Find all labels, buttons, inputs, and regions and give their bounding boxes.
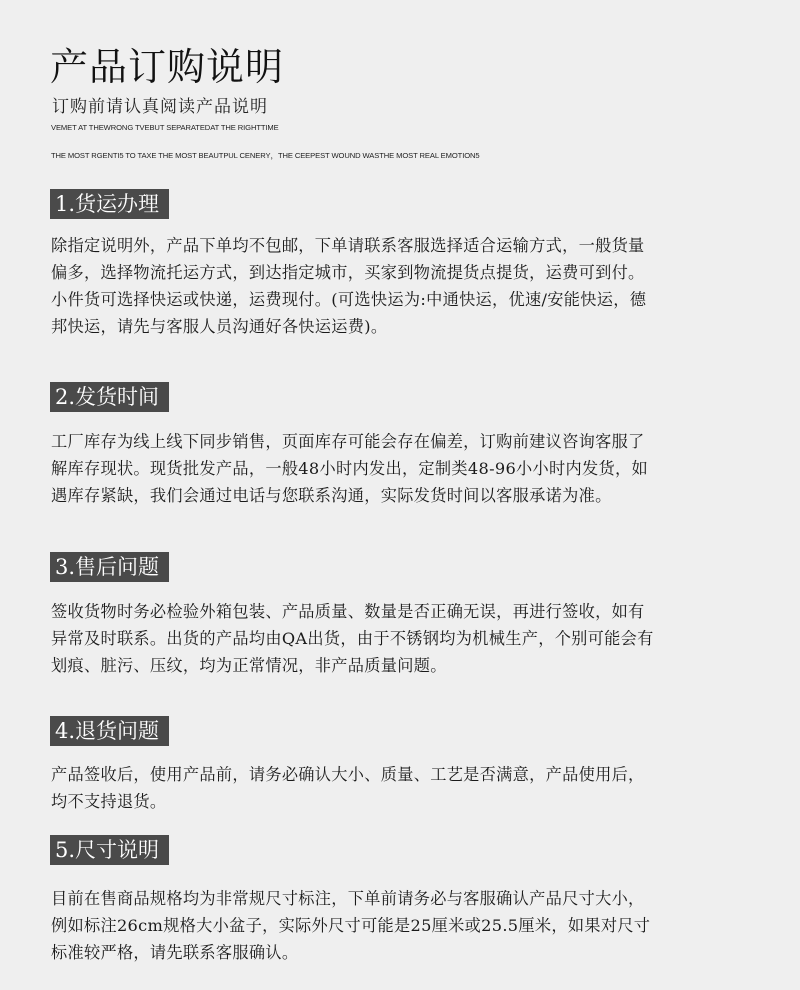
section-body-returns	[51, 761, 763, 815]
body-line: 划痕、脏污、压纹，均为正常情况，非产品质量问题。	[51, 656, 447, 675]
body-line: 偏多，选择物流托运方式，到达指定城市，买家到物流提货点提货，运费可到付。	[51, 263, 645, 282]
section-header-size: 5.尺寸说明	[50, 835, 169, 865]
body-line: 小件货可选择快运或快递，运费现付。(可选快运为:中通快运，优速/安能快运，德	[51, 290, 647, 309]
body-line: 异常及时联系。出货的产品均由QA出货，由于不锈钢均为机械生产，个别可能会有	[51, 629, 654, 648]
section-body-size	[51, 885, 763, 966]
tagline-line-1: VEMET AT THEWRONG TVEBUT SEPARATEDAT THE RIGHTTIME	[51, 123, 279, 132]
body-line: 均不支持退货。	[51, 792, 167, 811]
section-header-shipping: 1.货运办理	[50, 189, 169, 219]
body-line: 遇库存紧缺，我们会通过电话与您联系沟通，实际发货时间以客服承诺为准。	[51, 486, 612, 505]
body-line: 除指定说明外，产品下单均不包邮，下单请联系客服选择适合运输方式，一般货量	[51, 236, 645, 255]
section-body-shipping	[51, 232, 763, 340]
body-line: 例如标注26cm规格大小盆子，实际外尺寸可能是25厘米或25.5厘米，如果对尺寸	[51, 916, 651, 935]
section-header-returns: 4.退货问题	[50, 716, 169, 746]
body-line: 工厂库存为线上线下同步销售，页面库存可能会存在偏差，订购前建议咨询客服了	[51, 432, 645, 451]
body-line: 解库存现状。现货批发产品，一般48小时内发出，定制类48-96小小时内发货，如	[51, 459, 648, 478]
section-body-after-sales	[51, 598, 763, 679]
body-line: 产品签收后，使用产品前，请务必确认大小、质量、工艺是否满意，产品使用后，	[51, 765, 645, 784]
page-title: 产品订购说明	[50, 45, 285, 89]
body-line: 签收货物时务必检验外箱包装、产品质量、数量是否正确无误，再进行签收，如有	[51, 602, 645, 621]
body-line: 邦快运，请先与客服人员沟通好各快运运费)。	[51, 317, 388, 336]
body-line: 标准较严格，请先联系客服确认。	[51, 943, 299, 962]
section-header-after-sales: 3.售后问题	[50, 552, 169, 582]
section-header-delivery-time: 2.发货时间	[50, 382, 169, 412]
section-body-delivery-time	[51, 428, 763, 509]
tagline-line-2: THE MOST RGENTI5 TO TAXE THE MOST BEAUTPUL CENERY，THE CEEPEST WOUND WASTHE MOST REAL EMOTION5	[51, 151, 480, 160]
page-subtitle: 订购前请认真阅读产品说明	[52, 97, 268, 117]
body-line: 目前在售商品规格均为非常规尺寸标注，下单前请务必与客服确认产品尺寸大小，	[51, 889, 645, 908]
